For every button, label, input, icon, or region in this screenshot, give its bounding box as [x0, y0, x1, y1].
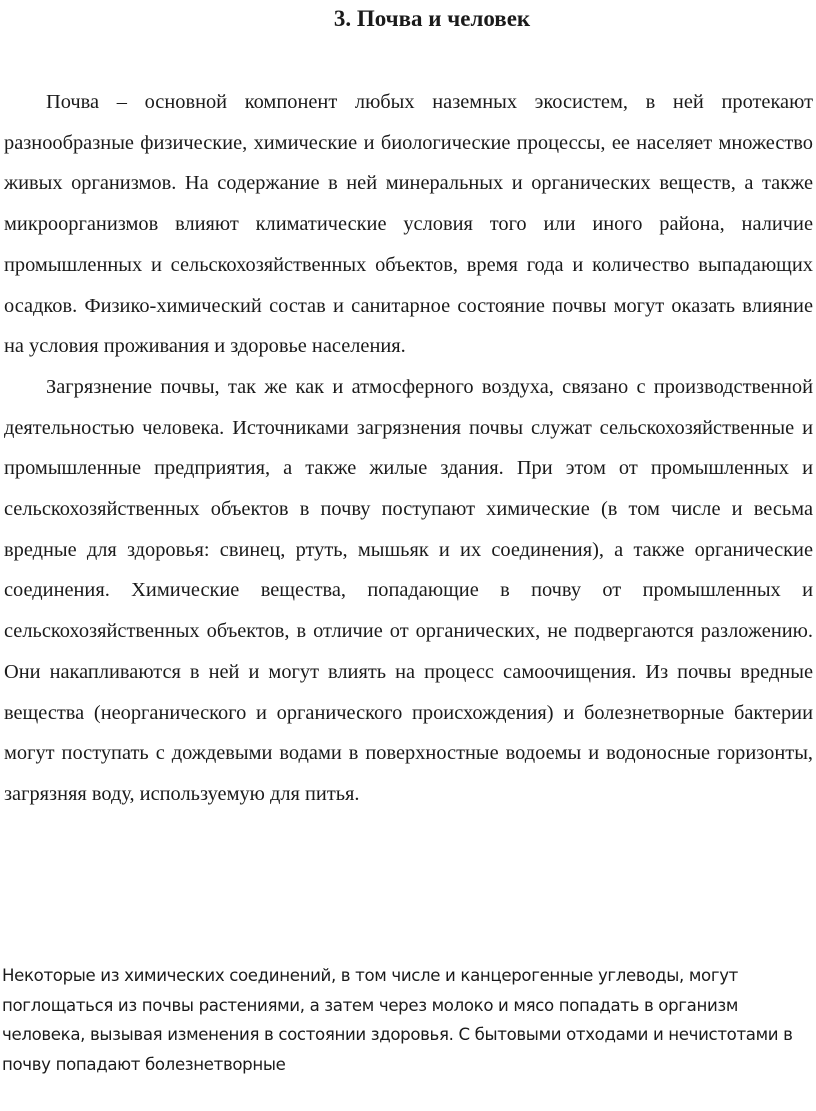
paragraph-chemical-compounds: Некоторые из химических соединений, в том числе и канцерогенные углеводы, могут поглощаться из почвы растениями, а затем через молоко и мясо попадать в организм человека, вызывая изменения в состоянии здоровья. С бытовыми отходами и нечистотами в почву попадают болезнетворные: [2, 966, 793, 1074]
document-title: 3. Почва и человек: [333, 6, 531, 31]
paragraph-soil-pollution: Загрязнение почвы, так же как и атмосферного воздуха, связано с производственной деятельностью человека. Источниками загрязнения почвы служат сельскохозяйственные и промышленные предприятия, а также жилые здания. При этом от промышленных и сельскохозяйственных объектов в почву поступают химические (в том числе и весьма вредные для здоровья: свинец, ртуть, мышьяк и их соединения), а также органические соединения. Химические вещества, попадающие в почву от промышленных и сельскохозяйственных объектов, в отличие от органических, не подвергаются разложению. Они накапливаются в ней и могут влиять на процесс самоочищения. Из почвы вредные вещества (неорганического и органического происхождения) и болезнетворные бактерии могут поступать с дождевыми водами в поверхностные водоемы и водоносные горизонты, загрязняя воду, используемую для питья.: [4, 375, 813, 805]
paragraph-soil-definition: Почва – основной компонент любых наземных экосистем, в ней протекают разнообразные физические, химические и биологические процессы, ее населяет множество живых организмов. На содержание в ней минеральных и органических веществ, а также микроорганизмов влияют климатические условия того или иного района, наличие промышленных и сельскохозяйственных объектов, время года и количество выпадающих осадков. Физико-химический состав и санитарное состояние почвы могут оказать влияние на условия проживания и здоровье населения.: [4, 91, 813, 358]
document-body: [4, 82, 813, 815]
